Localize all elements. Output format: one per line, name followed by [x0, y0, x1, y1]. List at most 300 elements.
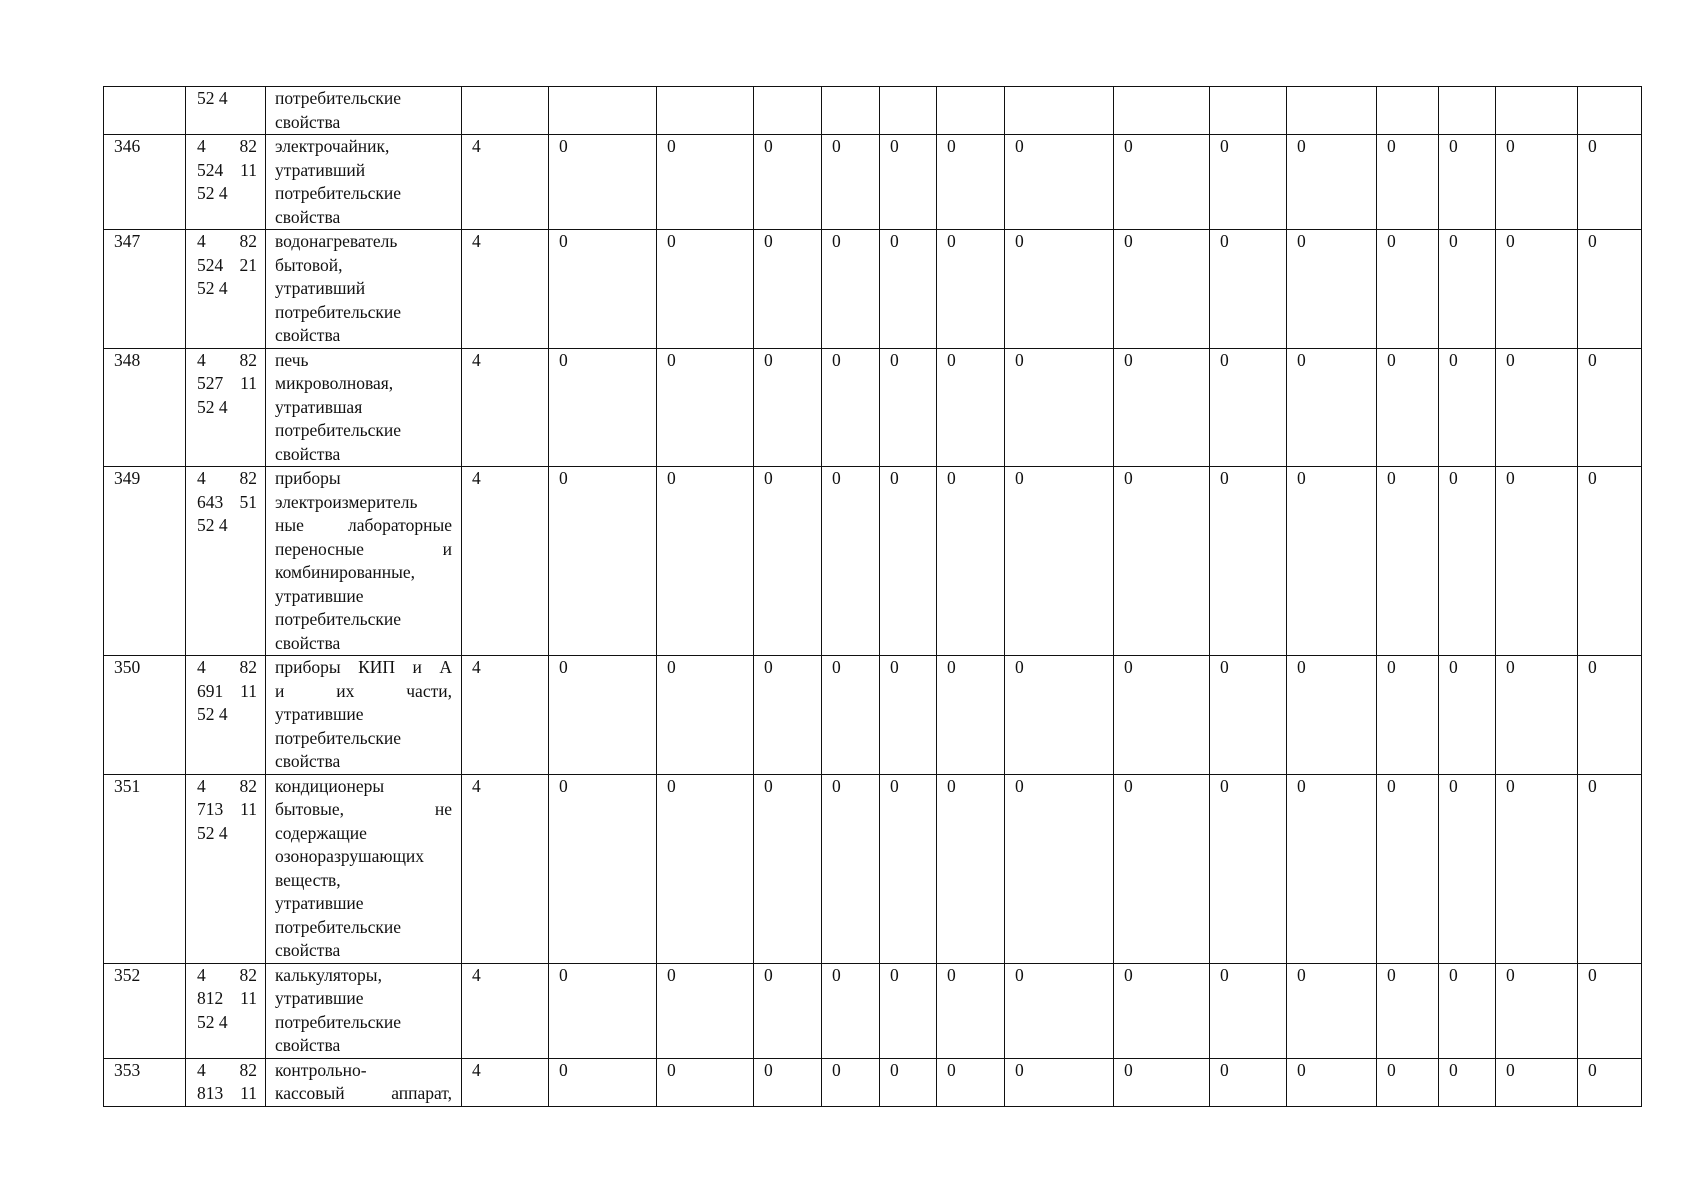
hazard-class-cell: 4 — [462, 963, 549, 1058]
value-cell: 0 — [1210, 774, 1287, 963]
name-word: аппарат, — [391, 1083, 452, 1103]
value-cell: 0 — [1496, 774, 1578, 963]
value-cell: 0 — [549, 656, 657, 775]
hazard-class-cell: 4 — [462, 774, 549, 963]
value-cell: 0 — [1210, 963, 1287, 1058]
value-cell: 0 — [1377, 230, 1439, 349]
code-part: 11 — [240, 159, 257, 180]
code-line — [197, 1059, 257, 1083]
value-cell — [549, 87, 657, 135]
name-word: потребительские — [275, 183, 402, 203]
waste-name-cell — [266, 1058, 462, 1106]
value-cell: 0 — [1578, 774, 1642, 963]
name-word: содержащие — [275, 822, 367, 843]
value-cell — [880, 87, 937, 135]
value-cell: 0 — [1114, 1058, 1210, 1106]
value-cell: 0 — [1287, 230, 1377, 349]
waste-classification-table — [103, 86, 1642, 1107]
value-cell: 0 — [1439, 774, 1496, 963]
name-word: микроволновая, — [275, 373, 394, 393]
code-line — [197, 822, 257, 846]
name-word: части, — [406, 680, 452, 701]
value-cell: 0 — [1005, 135, 1114, 230]
name-word: кассовый — [275, 1083, 345, 1103]
name-line — [275, 987, 452, 1011]
value-cell: 0 — [1210, 135, 1287, 230]
code-part: 813 — [197, 1083, 224, 1103]
name-word: переносные — [275, 538, 364, 559]
code-line — [197, 87, 257, 111]
value-cell: 0 — [1210, 230, 1287, 349]
fkko-code-cell — [186, 1058, 266, 1106]
value-cell — [1210, 87, 1287, 135]
value-cell: 0 — [880, 1058, 937, 1106]
name-word: и — [412, 657, 422, 677]
code-part: 82 — [239, 964, 257, 985]
value-cell: 0 — [754, 774, 822, 963]
name-word: утратившая — [275, 396, 363, 417]
code-part: 51 — [239, 491, 257, 512]
code-part: 11 — [240, 373, 257, 393]
code-line — [197, 987, 257, 1011]
name-line — [275, 892, 452, 916]
code-part: 527 — [197, 373, 224, 393]
code-part: 82 — [239, 468, 257, 488]
name-word: бытовые, — [275, 799, 344, 819]
name-word: веществ, — [275, 869, 341, 890]
code-part: 4 — [197, 136, 206, 156]
value-cell: 0 — [1496, 467, 1578, 656]
table-row — [104, 87, 1642, 135]
value-cell: 0 — [1114, 135, 1210, 230]
value-cell — [1439, 87, 1496, 135]
value-cell: 0 — [549, 1058, 657, 1106]
value-cell: 0 — [1287, 963, 1377, 1058]
value-cell: 0 — [880, 963, 937, 1058]
code-line — [197, 1082, 257, 1106]
name-line — [275, 798, 452, 822]
fkko-code-cell — [186, 135, 266, 230]
value-cell: 0 — [1287, 774, 1377, 963]
value-cell: 0 — [1210, 1058, 1287, 1106]
value-cell: 0 — [1287, 1058, 1377, 1106]
name-word: потребительские — [275, 727, 402, 748]
name-word: потребительские — [275, 88, 402, 108]
value-cell — [1377, 87, 1439, 135]
value-cell: 0 — [1496, 230, 1578, 349]
value-cell: 0 — [1578, 467, 1642, 656]
row-number-cell: 353 — [104, 1058, 186, 1106]
value-cell: 0 — [937, 774, 1005, 963]
name-word: КИП — [358, 657, 396, 677]
value-cell: 0 — [1210, 467, 1287, 656]
name-line — [275, 419, 452, 443]
waste-name-cell — [266, 963, 462, 1058]
name-line — [275, 1082, 452, 1106]
name-line — [275, 277, 452, 301]
value-cell: 0 — [657, 467, 754, 656]
name-word: потребительские — [275, 420, 402, 440]
fkko-code-cell — [186, 656, 266, 775]
value-cell: 0 — [822, 348, 880, 467]
name-line — [275, 561, 452, 585]
row-number-cell: 351 — [104, 774, 186, 963]
code-part: 82 — [239, 349, 257, 370]
value-cell: 0 — [1496, 1058, 1578, 1106]
hazard-class-cell: 4 — [462, 656, 549, 775]
hazard-class-cell: 4 — [462, 230, 549, 349]
name-word: ные — [275, 515, 304, 535]
value-cell: 0 — [1005, 1058, 1114, 1106]
fkko-code-cell — [186, 348, 266, 467]
value-cell: 0 — [549, 774, 657, 963]
name-word: утратившие — [275, 585, 364, 606]
code-part: 4 — [197, 964, 206, 985]
value-cell: 0 — [937, 135, 1005, 230]
name-word: и — [275, 680, 285, 701]
name-line — [275, 916, 452, 940]
code-line — [197, 680, 257, 704]
table-row — [104, 1058, 1642, 1106]
value-cell: 0 — [1377, 467, 1439, 656]
value-cell: 0 — [1114, 656, 1210, 775]
value-cell: 0 — [1578, 963, 1642, 1058]
code-part: 82 — [239, 231, 257, 251]
row-number-cell — [104, 87, 186, 135]
code-part: 4 — [197, 657, 206, 677]
value-cell — [937, 87, 1005, 135]
name-line — [275, 159, 452, 183]
fkko-code-cell — [186, 87, 266, 135]
code-part: 21 — [239, 254, 257, 275]
name-word: потребительские — [275, 609, 402, 629]
waste-name-cell — [266, 467, 462, 656]
value-cell: 0 — [1439, 230, 1496, 349]
value-cell: 0 — [754, 135, 822, 230]
code-part: 52 4 — [197, 515, 228, 535]
code-part: 52 4 — [197, 396, 228, 417]
hazard-class-cell: 4 — [462, 348, 549, 467]
name-line — [275, 396, 452, 420]
name-line — [275, 87, 452, 111]
value-cell: 0 — [1005, 656, 1114, 775]
value-cell: 0 — [1439, 135, 1496, 230]
value-cell: 0 — [822, 230, 880, 349]
name-word: электроизмеритель — [275, 491, 418, 512]
waste-name-cell — [266, 656, 462, 775]
value-cell: 0 — [1005, 348, 1114, 467]
name-word: их — [336, 680, 355, 701]
name-line — [275, 869, 452, 893]
name-line — [275, 538, 452, 562]
value-cell: 0 — [880, 348, 937, 467]
value-cell: 0 — [1578, 348, 1642, 467]
name-line — [275, 939, 452, 963]
name-line — [275, 632, 452, 656]
value-cell: 0 — [657, 1058, 754, 1106]
hazard-class-cell: 4 — [462, 135, 549, 230]
code-line — [197, 467, 257, 491]
name-word: калькуляторы, — [275, 964, 382, 985]
value-cell: 0 — [880, 774, 937, 963]
name-line — [275, 301, 452, 325]
name-word: водонагреватель — [275, 231, 398, 251]
code-part: 52 4 — [197, 278, 228, 298]
value-cell: 0 — [1005, 467, 1114, 656]
value-cell: 0 — [549, 348, 657, 467]
code-part: 4 — [197, 468, 206, 488]
table-row — [104, 230, 1642, 349]
value-cell: 0 — [937, 1058, 1005, 1106]
waste-name-cell — [266, 774, 462, 963]
name-line — [275, 111, 452, 135]
code-line — [197, 230, 257, 254]
value-cell: 0 — [657, 135, 754, 230]
fkko-code-cell — [186, 774, 266, 963]
name-line — [275, 964, 452, 988]
code-part: 691 — [197, 680, 224, 701]
code-line — [197, 182, 257, 206]
value-cell — [754, 87, 822, 135]
value-cell: 0 — [1005, 774, 1114, 963]
value-cell: 0 — [1439, 963, 1496, 1058]
value-cell: 0 — [822, 1058, 880, 1106]
value-cell: 0 — [880, 135, 937, 230]
name-line — [275, 680, 452, 704]
value-cell: 0 — [1377, 348, 1439, 467]
row-number-cell: 349 — [104, 467, 186, 656]
row-number-cell: 348 — [104, 348, 186, 467]
name-word: бытовой, — [275, 254, 343, 275]
name-word: печь — [275, 349, 309, 370]
value-cell: 0 — [549, 135, 657, 230]
name-line — [275, 254, 452, 278]
name-word: свойства — [275, 632, 341, 653]
value-cell: 0 — [1377, 963, 1439, 1058]
value-cell: 0 — [822, 963, 880, 1058]
value-cell: 0 — [822, 774, 880, 963]
value-cell: 0 — [1377, 135, 1439, 230]
code-part: 82 — [239, 775, 257, 796]
value-cell: 0 — [937, 467, 1005, 656]
code-part: 11 — [240, 680, 257, 701]
code-part: 713 — [197, 799, 224, 819]
waste-name-cell — [266, 87, 462, 135]
value-cell: 0 — [1578, 1058, 1642, 1106]
value-cell: 0 — [754, 348, 822, 467]
value-cell: 0 — [822, 467, 880, 656]
name-line — [275, 349, 452, 373]
code-line — [197, 656, 257, 680]
code-part: 52 4 — [197, 704, 228, 724]
table-row — [104, 348, 1642, 467]
value-cell — [822, 87, 880, 135]
table-row — [104, 135, 1642, 230]
value-cell: 0 — [1439, 1058, 1496, 1106]
name-line — [275, 750, 452, 774]
code-line — [197, 159, 257, 183]
name-word: утратившие — [275, 988, 364, 1008]
code-line — [197, 135, 257, 159]
value-cell — [1287, 87, 1377, 135]
name-line — [275, 608, 452, 632]
value-cell — [657, 87, 754, 135]
value-cell: 0 — [1114, 774, 1210, 963]
value-cell: 0 — [1439, 467, 1496, 656]
value-cell: 0 — [549, 467, 657, 656]
code-part: 82 — [239, 136, 257, 156]
name-line — [275, 182, 452, 206]
value-cell: 0 — [657, 656, 754, 775]
code-part: 4 — [197, 1059, 206, 1080]
value-cell: 0 — [754, 963, 822, 1058]
name-word: контрольно- — [275, 1059, 367, 1080]
hazard-class-cell: 4 — [462, 1058, 549, 1106]
name-line — [275, 775, 452, 799]
value-cell: 0 — [1496, 348, 1578, 467]
row-number-cell: 346 — [104, 135, 186, 230]
code-part: 52 4 — [197, 822, 228, 843]
value-cell: 0 — [1439, 348, 1496, 467]
name-line — [275, 822, 452, 846]
code-part: 11 — [240, 799, 257, 819]
value-cell: 0 — [657, 230, 754, 349]
name-line — [275, 467, 452, 491]
code-line — [197, 396, 257, 420]
code-line — [197, 491, 257, 515]
value-cell: 0 — [1578, 656, 1642, 775]
value-cell: 0 — [549, 230, 657, 349]
name-word: утратившие — [275, 893, 364, 913]
fkko-code-cell — [186, 230, 266, 349]
value-cell: 0 — [1439, 656, 1496, 775]
name-line — [275, 845, 452, 869]
value-cell: 0 — [822, 135, 880, 230]
value-cell: 0 — [1578, 135, 1642, 230]
code-part: 11 — [240, 1083, 257, 1103]
value-cell — [1005, 87, 1114, 135]
value-cell: 0 — [1287, 348, 1377, 467]
value-cell — [1114, 87, 1210, 135]
table-row — [104, 963, 1642, 1058]
code-line — [197, 798, 257, 822]
value-cell: 0 — [657, 774, 754, 963]
value-cell: 0 — [937, 348, 1005, 467]
code-part: 524 — [197, 159, 224, 180]
code-line — [197, 775, 257, 799]
value-cell: 0 — [1287, 467, 1377, 656]
name-word: кондиционеры — [275, 775, 385, 796]
code-part: 82 — [239, 657, 257, 677]
code-line — [197, 372, 257, 396]
name-word: свойства — [275, 443, 341, 464]
code-line — [197, 703, 257, 727]
value-cell: 0 — [754, 230, 822, 349]
name-word: утративший — [275, 159, 366, 180]
value-cell: 0 — [549, 963, 657, 1058]
table-row — [104, 467, 1642, 656]
name-word: свойства — [275, 1035, 341, 1055]
code-part: 812 — [197, 988, 224, 1008]
value-cell: 0 — [1496, 135, 1578, 230]
name-line — [275, 514, 452, 538]
name-line — [275, 656, 452, 680]
value-cell: 0 — [937, 656, 1005, 775]
name-word: не — [434, 799, 452, 819]
value-cell: 0 — [754, 656, 822, 775]
value-cell: 0 — [1496, 963, 1578, 1058]
row-number-cell: 347 — [104, 230, 186, 349]
value-cell: 0 — [1377, 656, 1439, 775]
code-line — [197, 1011, 257, 1035]
name-line — [275, 324, 452, 348]
fkko-code-cell — [186, 963, 266, 1058]
value-cell: 0 — [1578, 230, 1642, 349]
value-cell: 0 — [1005, 963, 1114, 1058]
table-body — [104, 87, 1642, 1107]
row-number-cell: 350 — [104, 656, 186, 775]
name-line — [275, 491, 452, 515]
name-word: свойства — [275, 111, 341, 132]
code-part: 82 — [239, 1059, 257, 1080]
name-word: свойства — [275, 940, 341, 960]
fkko-code-cell — [186, 467, 266, 656]
value-cell: 0 — [1210, 348, 1287, 467]
code-part: 11 — [240, 988, 257, 1008]
name-word: потребительские — [275, 301, 402, 322]
name-line — [275, 135, 452, 159]
code-part: 524 — [197, 254, 224, 275]
waste-name-cell — [266, 135, 462, 230]
value-cell: 0 — [880, 467, 937, 656]
code-part: 52 4 — [197, 183, 228, 203]
name-word: лабораторные — [347, 515, 452, 535]
name-line — [275, 1034, 452, 1058]
name-line — [275, 443, 452, 467]
code-part: 4 — [197, 231, 206, 251]
hazard-class-cell — [462, 87, 549, 135]
name-word: озоноразрушающих — [275, 846, 425, 866]
code-line — [197, 349, 257, 373]
waste-name-cell — [266, 348, 462, 467]
name-line — [275, 1011, 452, 1035]
name-word: утративший — [275, 278, 366, 298]
value-cell: 0 — [1005, 230, 1114, 349]
value-cell: 0 — [1287, 135, 1377, 230]
name-word: приборы — [275, 657, 341, 677]
name-word: свойства — [275, 751, 341, 771]
value-cell — [1578, 87, 1642, 135]
name-line — [275, 703, 452, 727]
name-line — [275, 230, 452, 254]
name-line — [275, 727, 452, 751]
code-line — [197, 277, 257, 301]
waste-name-cell — [266, 230, 462, 349]
code-part: 52 4 — [197, 1011, 228, 1032]
value-cell: 0 — [937, 230, 1005, 349]
name-word: потребительские — [275, 916, 402, 937]
name-line — [275, 1059, 452, 1083]
name-word: А — [439, 657, 452, 677]
table-row — [104, 656, 1642, 775]
value-cell: 0 — [1114, 348, 1210, 467]
value-cell: 0 — [754, 467, 822, 656]
value-cell: 0 — [1377, 774, 1439, 963]
name-line — [275, 585, 452, 609]
hazard-class-cell: 4 — [462, 467, 549, 656]
value-cell: 0 — [1377, 1058, 1439, 1106]
code-line — [197, 514, 257, 538]
